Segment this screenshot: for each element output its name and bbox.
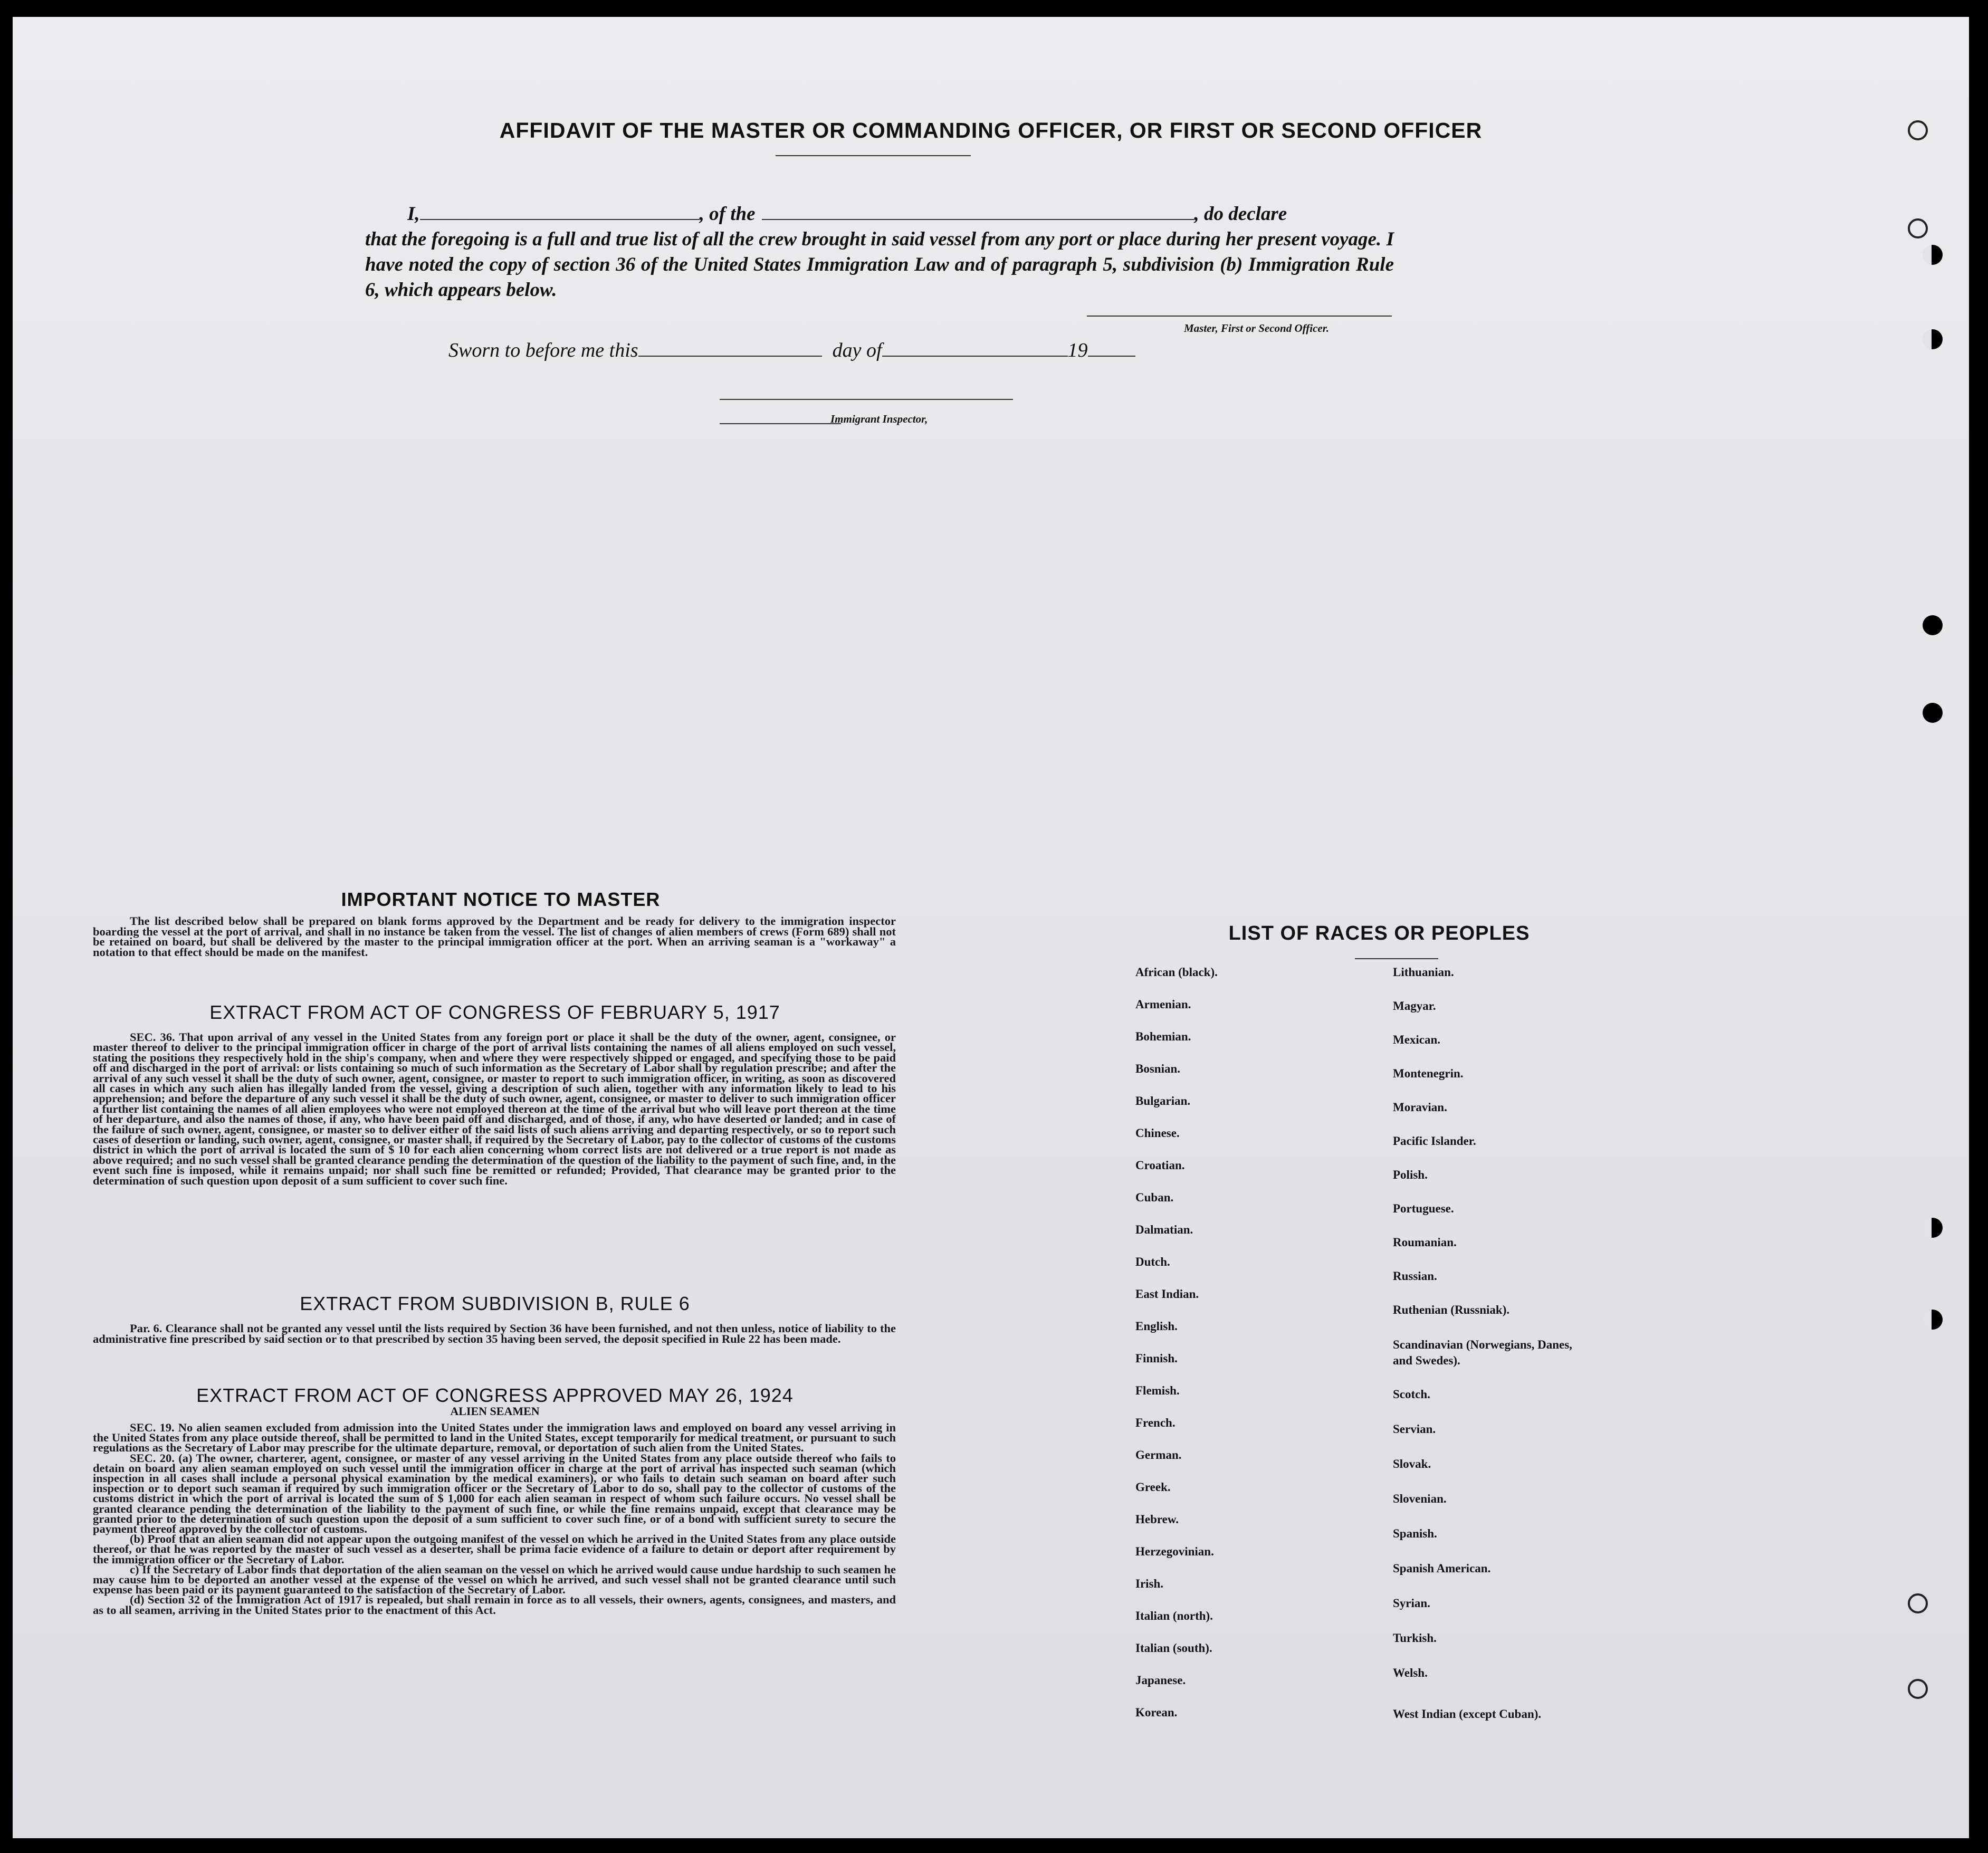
- race-item: Roumanian.: [1393, 1236, 1457, 1249]
- race-item: Lithuanian.: [1393, 966, 1454, 979]
- extract-1924-paragraph: (d) Section 32 of the Immigration Act of 1917 is repealed, but shall remain in force as to all vessels, their owners, agents, consignees, and masters, and as to all seamen, arriving in the United States prior to the enactment of this Act.: [93, 1593, 896, 1617]
- binder-hole-icon: [1923, 615, 1943, 635]
- race-item: Herzegovinian.: [1135, 1545, 1214, 1558]
- extract-rule6-text: [93, 1323, 896, 1344]
- affidavit-declaration: [365, 202, 1394, 303]
- race-item: Pacific Islander.: [1393, 1134, 1476, 1148]
- race-item: Irish.: [1135, 1577, 1164, 1590]
- name-field[interactable]: [420, 203, 700, 220]
- race-item: Slovak.: [1393, 1457, 1431, 1470]
- race-item: German.: [1135, 1448, 1182, 1462]
- race-item: Spanish American.: [1393, 1562, 1491, 1575]
- inspector-signature-line[interactable]: [720, 399, 1013, 400]
- year-prefix: 19: [1067, 339, 1088, 361]
- race-item: French.: [1135, 1416, 1175, 1429]
- extract-1917-text: [93, 1032, 896, 1186]
- binder-hole-icon: [1923, 1310, 1943, 1330]
- race-item: Servian.: [1393, 1422, 1436, 1436]
- race-item: Japanese.: [1135, 1674, 1186, 1687]
- race-item: Turkish.: [1393, 1631, 1437, 1645]
- extract-1924-subtitle: ALIEN SEAMEN: [450, 1405, 540, 1418]
- sworn-line: [448, 339, 1135, 362]
- declaration-first-line: [365, 202, 1394, 227]
- inspector-underline: [720, 423, 841, 424]
- race-item: Hebrew.: [1135, 1513, 1179, 1526]
- races-title-underline: [1355, 958, 1438, 959]
- race-item: Welsh.: [1393, 1666, 1428, 1679]
- extract-1924-paragraph: SEC. 19. No alien seamen excluded from admission into the United States under the immigration laws and employed on board any vessel arriving in the United States from any place outside thereof, shall be permitted to land in the United States, except temporarily for medical treatment, or pursuant to such regulations as the Secretary of Labor may prescribe for the ultimate departure, removal, or deportation of such alien from the United States.: [93, 1421, 896, 1455]
- inspector-caption: Immigrant Inspector,: [830, 413, 928, 425]
- extract-rule6-title: EXTRACT FROM SUBDIVISION B, RULE 6: [300, 1293, 690, 1314]
- race-item: Scandinavian (Norwegians, Danes, and Swedes).: [1393, 1338, 1572, 1367]
- notice-paragraph: The list described below shall be prepared on blank forms approved by the Department and be ready for delivery to the immigration inspector boarding the vessel at the port of arrival, and shall in no instance be taken from the vessel. The list of changes of alien members of crews (Form 689) shall not be retained on board, but shall be delivered by the master to the principal immigration officer at the port. When an arriving seaman is a "workaway" a notation to that effect should be made on the manifest.: [93, 914, 896, 959]
- binder-hole-icon: [1923, 329, 1943, 349]
- i-label: I,: [407, 203, 420, 225]
- race-item: East Indian.: [1135, 1287, 1199, 1301]
- race-item: Italian (north).: [1135, 1609, 1213, 1622]
- race-item: Dutch.: [1135, 1255, 1170, 1268]
- binder-hole-icon: [1908, 1593, 1928, 1613]
- of-the-label: , of the: [699, 203, 756, 225]
- extract-rule6-paragraph: Par. 6. Clearance shall not be granted any vessel until the lists required by Section 36 have been furnished, and not then unless, notice of liability to the administrative fine prescribed by said section or to that prescribed by section 35 having been served, the deposit specified in Rule 22 has been made.: [93, 1322, 896, 1345]
- signature-caption: Master, First or Second Officer.: [1184, 322, 1329, 335]
- extract-1924-paragraph: SEC. 20. (a) The owner, charterer, agent, consignee, or master of any vessel arriving in the United States from any place outside thereof who fails to detain on board any alien seaman employed on such vessel until the immigration officer in charge at the port of arrival has inspected such seaman (which inspection in all cases shall include a personal physical examination by the medical examiners), or who fails to detain such seaman on board after such inspection or to deport such seaman if required by such immigration officer or the Secretary of Labor to do so, shall pay to the collector of customs of the customs district in which the port of arrival is located the sum of $ 1,000 for each alien seaman in respect of whom such failure occurs. No vessel shall be granted clearance pending the determination of the liability to the payment of such fine, or while the fine remains unpaid, except that clearance may be granted prior to the determination of such question upon the deposit of a sum sufficient to cover such fine, or of a bond with sufficient surety to secure the payment thereof approved by the collector of customs.: [93, 1451, 896, 1536]
- binder-hole-icon: [1908, 218, 1928, 238]
- binder-hole-icon: [1923, 245, 1943, 265]
- race-item: Cuban.: [1135, 1191, 1174, 1204]
- do-declare-label: , do declare: [1194, 203, 1287, 225]
- race-item: Korean.: [1135, 1706, 1178, 1719]
- race-item: Polish.: [1393, 1168, 1428, 1181]
- notice-text: [93, 916, 896, 957]
- binder-hole-icon: [1908, 1679, 1928, 1699]
- race-item: Ruthenian (Russniak).: [1393, 1303, 1510, 1316]
- race-item: Dalmatian.: [1135, 1223, 1193, 1236]
- race-item: Bulgarian.: [1135, 1094, 1191, 1107]
- notice-title: IMPORTANT NOTICE TO MASTER: [341, 889, 661, 910]
- race-item: Montenegrin.: [1393, 1067, 1464, 1080]
- title-underline: [776, 155, 971, 156]
- signature-line[interactable]: [1087, 316, 1392, 317]
- race-item: West Indian (except Cuban).: [1393, 1707, 1542, 1721]
- race-item: Mexican.: [1393, 1033, 1441, 1046]
- sworn-year-field[interactable]: [1088, 340, 1135, 357]
- sworn-label: Sworn to before me this: [448, 339, 638, 361]
- binder-hole-icon: [1923, 703, 1943, 723]
- extract-1924-paragraph: (b) Proof that an alien seaman did not appear upon the outgoing manifest of the vessel on which he arrived in the United States from any place outside thereof, or that he was reported by the master of such vessel as a deserter, shall be prima facie evidence of a failure to detain or deport after requirement by the immigration officer or the Secretary of Labor.: [93, 1532, 896, 1566]
- day-of-label: day of: [832, 339, 882, 361]
- extract-1917-paragraph: SEC. 36. That upon arrival of any vessel in the United States from any foreign port or place it shall be the duty of the owner, agent, consignee, or master thereof to deliver to the principal immigration officer in charge of the port of arrival lists containing the names of all aliens employed on such vessel, stating the positions they respectively hold in the ship's company, when and where they were respectively shipped or engaged, and specifying those to be paid off and discharged in the port of arrival: or lists containing so much of such information as the Secretary of Labor shall by regulation prescribe; and after the arrival of any such vessel it shall be the duty of such owner, agent, consignee, or master to report to such immigration officer, in writing, as soon as discovered all cases in which any such alien has illegally landed from the vessel, giving a description of such alien, together with any information likely to lead to his apprehension; and before the departure of any such vessel it shall be the duty of such owner, agent, consignee, or master to deliver to such immigration officer a further list containing the names of all alien employees who were not employed thereon at the time of the arrival but who will leave port thereon at the time of her departure, and also the names of those, if any, who have been paid off and discharged, and of those, if any, who have deserted or landed; and in case of the failure of such owner, agent, consignee, or master so to deliver either of the said lists of such aliens arriving and departing respectively, or so to report such cases of desertion or landing, such owner, agent, consignee, or master shall, if required by the Secretary of Labor, pay to the collector of customs of the customs district in which the port of arrival is located the sum of $ 10 for each alien concerning whom correct lists are not delivered or a true report is not made as above required; and no such vessel shall be granted clearance pending the determination of the question of the liability to the payment of such fine, and, in the event such fine is imposed, while it remains unpaid; nor shall such fine be remitted or refunded; Provided, That clearance may be granted prior to the determination of such question upon deposit of a sum sufficient to cover such fine.: [93, 1030, 896, 1187]
- declaration-body: that the foregoing is a full and true list of all the crew brought in said vessel from any port or place during her present voyage. I have noted the copy of section 36 of the United States Immigration Law and of paragraph 5, subdivision (b) Immigration Rule 6, which appears below.: [365, 228, 1394, 301]
- sworn-day-field[interactable]: [638, 340, 822, 357]
- race-item: Portuguese.: [1393, 1202, 1454, 1215]
- extract-1924-text: [93, 1422, 896, 1615]
- race-item: Bohemian.: [1135, 1030, 1191, 1043]
- race-item: Spanish.: [1393, 1527, 1437, 1540]
- race-item: English.: [1135, 1320, 1178, 1333]
- affidavit-title: AFFIDAVIT OF THE MASTER OR COMMANDING OFFICER, OR FIRST OR SECOND OFFICER: [499, 118, 1483, 142]
- extract-1924-paragraph: c) If the Secretary of Labor finds that deportation of the alien seaman on the vessel on which he arrived would cause undue hardship to such seamen he may cause him to be deported an another vessel at the expense of the vessel on which he arrived, and such vessel shall not be granted clearance until such expense has been paid or its payment guaranteed to the satisfaction of the Secretary of Labor.: [93, 1562, 896, 1597]
- race-item: Magyar.: [1393, 999, 1436, 1013]
- extract-1917-title: EXTRACT FROM ACT OF CONGRESS OF FEBRUARY 5, 1917: [209, 1001, 780, 1023]
- race-item: Italian (south).: [1135, 1641, 1212, 1655]
- race-item: Chinese.: [1135, 1126, 1180, 1140]
- race-item: Finnish.: [1135, 1352, 1178, 1365]
- race-item: Syrian.: [1393, 1597, 1430, 1610]
- race-item: Bosnian.: [1135, 1062, 1181, 1075]
- race-item: Croatian.: [1135, 1159, 1185, 1172]
- race-item: Slovenian.: [1393, 1492, 1447, 1505]
- vessel-field[interactable]: [762, 203, 1194, 220]
- race-item: Armenian.: [1135, 998, 1191, 1011]
- race-item: Flemish.: [1135, 1384, 1180, 1397]
- races-title: LIST OF RACES OR PEOPLES: [1228, 922, 1530, 944]
- race-item: Moravian.: [1393, 1101, 1447, 1114]
- form-page: [13, 17, 1969, 1838]
- extract-1924-title: EXTRACT FROM ACT OF CONGRESS APPROVED MAY 26, 1924: [196, 1384, 794, 1406]
- sworn-month-field[interactable]: [882, 340, 1068, 357]
- race-item: Greek.: [1135, 1481, 1171, 1494]
- binder-hole-icon: [1923, 1218, 1943, 1238]
- race-item: African (black).: [1135, 966, 1218, 979]
- race-item: Scotch.: [1393, 1388, 1430, 1401]
- race-item: Russian.: [1393, 1269, 1437, 1283]
